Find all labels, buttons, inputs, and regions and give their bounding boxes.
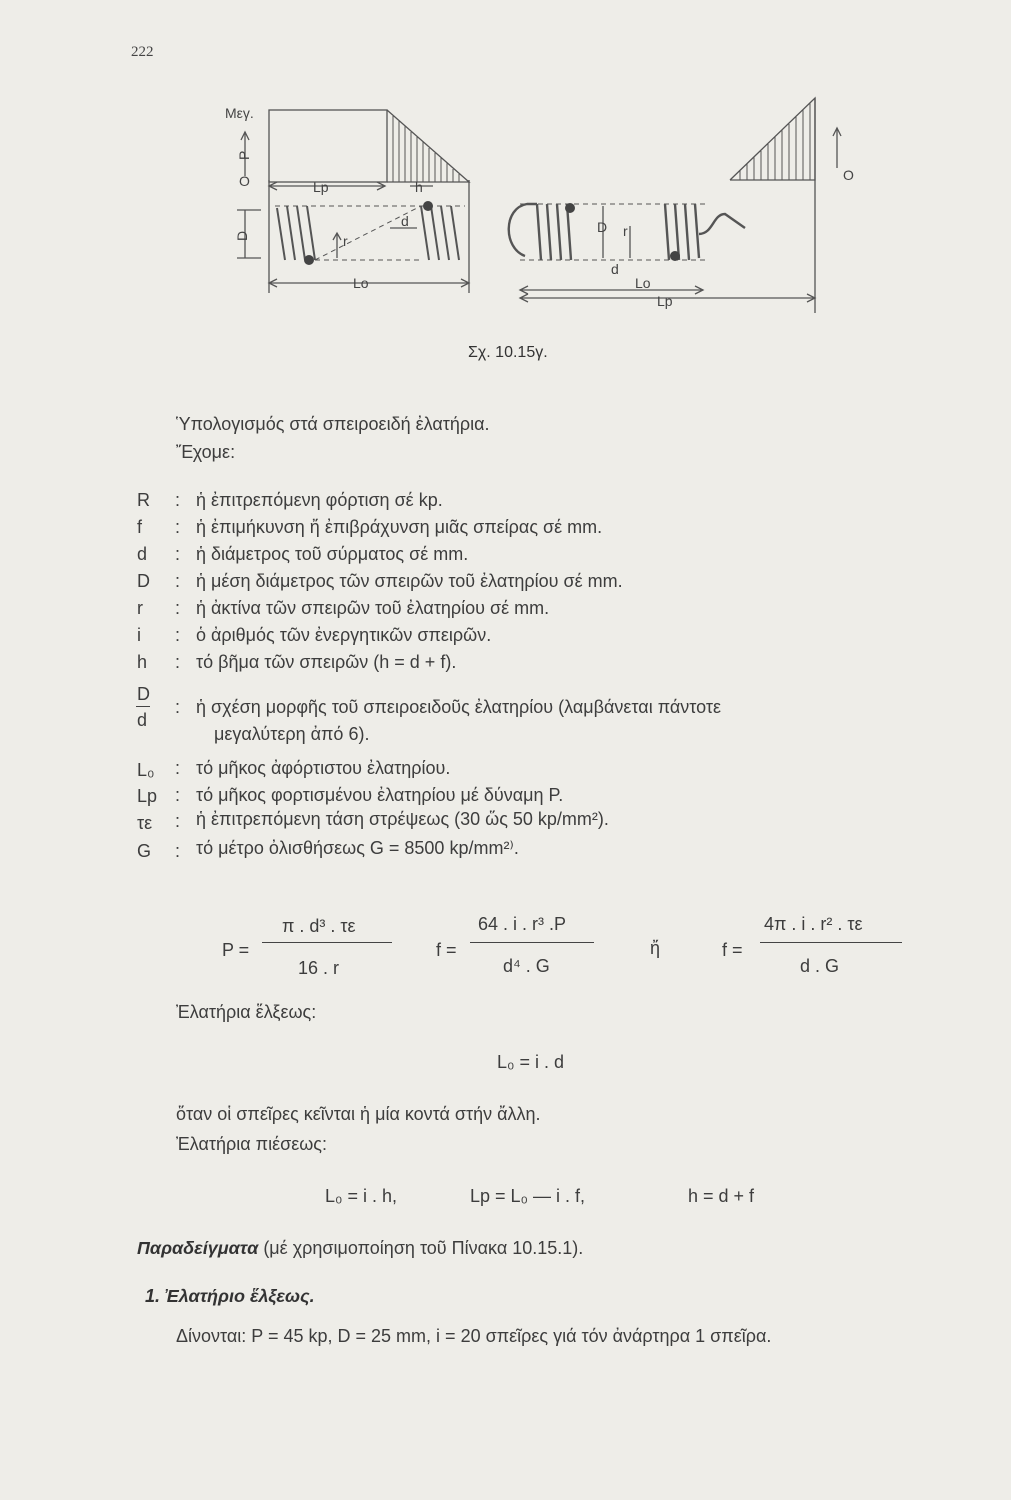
hatch-left bbox=[393, 116, 459, 182]
formula-p-num: π . d³ . τε bbox=[282, 916, 356, 936]
def-symbol: r bbox=[137, 598, 143, 618]
def-colon: : bbox=[175, 517, 181, 537]
intro-line-1: Ὑπολογισμός στά σπειροειδή ἐλατήρια. bbox=[176, 414, 490, 434]
examples-line bbox=[137, 1238, 583, 1259]
formula-f1-den: d⁴ . G bbox=[503, 956, 550, 976]
ratio-text-1: ἡ σχέση μορφῆς τοῦ σπειροειδοῦς ἐλατηρίου (λαμβάνεται πάντοτε bbox=[196, 697, 722, 717]
coils-left bbox=[275, 206, 465, 260]
def-colon: : bbox=[175, 490, 181, 510]
def-text: ἡ διάμετρος τοῦ σύρματος σέ mm. bbox=[196, 544, 469, 564]
formula-p-line bbox=[262, 942, 392, 943]
def-symbol: Lp bbox=[137, 786, 158, 806]
def-colon: : bbox=[175, 841, 181, 861]
def-text: ἡ ἀκτίνα τῶν σπειρῶν τοῦ ἐλατηρίου σέ mm. bbox=[196, 598, 550, 618]
ratio-num: D bbox=[137, 684, 150, 704]
formula-or: ἤ bbox=[650, 938, 661, 958]
def-text: τό μῆκος ἀφόρτιστου ἐλατηρίου. bbox=[196, 758, 451, 778]
def-text: ἡ ἐπιμήκυνση ἤ ἐπιβράχυνση μιᾶς σπείρας σέ mm. bbox=[196, 517, 603, 537]
fig-label-lo-right: Lo bbox=[635, 275, 651, 291]
ratio-den: d bbox=[137, 710, 148, 730]
force-triangle-right bbox=[730, 98, 815, 180]
fig-label-r: r bbox=[343, 233, 348, 249]
def-colon: : bbox=[175, 785, 181, 805]
def-text: ἡ ἐπιτρεπόμενη τάση στρέψεως (30 ὥς 50 kp/mm²). bbox=[196, 809, 609, 829]
hatch-right bbox=[740, 103, 810, 180]
fig-label-o-right: O bbox=[843, 167, 854, 183]
def-colon: : bbox=[175, 598, 181, 618]
example-1-given: Δίνονται: P = 45 kp, D = 25 mm, i = 20 σπεῖρες γιά τόν ἀνάρτηρα 1 σπεῖρα. bbox=[176, 1326, 772, 1346]
fig-label-lp-right: Lp bbox=[657, 293, 673, 309]
def-symbol: d bbox=[137, 544, 148, 564]
def-colon: : bbox=[175, 697, 181, 717]
fig-label-o: O bbox=[239, 173, 250, 189]
formula-p-lhs: P = bbox=[222, 940, 250, 960]
page-number: 222 bbox=[131, 44, 154, 60]
def-symbol: G bbox=[137, 841, 152, 861]
example-1-title: 1. Ἐλατήριο ἕλξεως. bbox=[145, 1286, 315, 1306]
examples-heading-rest: (μέ χρησιμοποίηση τοῦ Πίνακα 10.15.1). bbox=[263, 1238, 584, 1258]
examples-heading: Παραδείγματα bbox=[137, 1238, 259, 1258]
fig-label-d-right: d bbox=[611, 261, 619, 277]
def-symbol: τε bbox=[137, 813, 153, 833]
formula-f2-den: d . G bbox=[800, 956, 840, 976]
def-colon: : bbox=[175, 625, 181, 645]
def-symbol: D bbox=[137, 571, 150, 591]
compression-formula-1: L₀ = i . h, bbox=[325, 1186, 398, 1206]
def-symbol: i bbox=[137, 625, 141, 645]
fig-label-r-right: r bbox=[623, 223, 628, 239]
formula-f2-line bbox=[760, 942, 902, 943]
def-colon: : bbox=[175, 811, 181, 831]
fig-label-max: Μεγ. bbox=[225, 105, 254, 121]
formula-f2-lhs: f = bbox=[722, 940, 743, 960]
def-colon: : bbox=[175, 571, 181, 591]
force-rectangle bbox=[269, 110, 387, 182]
spring-figure bbox=[225, 88, 865, 328]
def-text: τό βῆμα τῶν σπειρῶν (h = d + f). bbox=[196, 652, 457, 672]
intro-line-2: Ἔχομε: bbox=[176, 442, 236, 462]
tension-note: ὅταν οἱ σπεῖρες κεῖνται ἡ μία κοντά στήν ἄλλη. bbox=[176, 1104, 541, 1124]
fig-label-lo: Lo bbox=[353, 275, 369, 291]
def-text: ἡ μέση διάμετρος τῶν σπειρῶν τοῦ ἐλατηρίου σέ mm. bbox=[196, 571, 623, 591]
tension-formula: L₀ = i . d bbox=[497, 1052, 565, 1072]
fig-label-d: d bbox=[401, 213, 409, 229]
fig-label-h: h bbox=[415, 179, 423, 195]
def-symbol: f bbox=[137, 517, 143, 537]
def-text: τό μῆκος φορτισμένου ἐλατηρίου μέ δύναμη P. bbox=[196, 785, 564, 805]
fig-label-d-upper: D bbox=[234, 230, 250, 241]
ratio-text-2: μεγαλύτερη ἀπό 6). bbox=[214, 724, 370, 744]
fig-label-d-upper-right: D bbox=[597, 219, 608, 235]
formula-p-den: 16 . r bbox=[298, 958, 340, 978]
compression-formula-2: Lp = L₀ — i . f, bbox=[470, 1186, 586, 1206]
fig-label-p: P bbox=[236, 150, 252, 160]
formula-f1-lhs: f = bbox=[436, 940, 457, 960]
def-colon: : bbox=[175, 758, 181, 778]
def-colon: : bbox=[175, 544, 181, 564]
compression-heading: Ἐλατήρια πιέσεως: bbox=[176, 1134, 327, 1154]
def-text: ὁ ἀριθμός τῶν ἐνεργητικῶν σπειρῶν. bbox=[196, 625, 492, 645]
def-symbol: h bbox=[137, 652, 148, 672]
def-text: τό μέτρο ὀλισθήσεως G = 8500 kp/mm²⁾. bbox=[196, 838, 519, 858]
def-symbol: R bbox=[137, 490, 150, 510]
tension-heading: Ἐλατήρια ἕλξεως: bbox=[176, 1002, 317, 1022]
def-symbol: L₀ bbox=[137, 760, 155, 780]
figure-caption: Σχ. 10.15γ. bbox=[468, 344, 548, 361]
compression-formula-3: h = d + f bbox=[688, 1186, 755, 1206]
formula-f2-num: 4π . i . r² . τε bbox=[764, 914, 863, 934]
def-text: ἡ ἐπιτρεπόμενη φόρτιση σέ kp. bbox=[196, 490, 443, 510]
def-colon: : bbox=[175, 652, 181, 672]
formula-f1-num: 64 . i . r³ .P bbox=[478, 914, 567, 934]
formula-f1-line bbox=[470, 942, 594, 943]
ratio-line bbox=[136, 706, 150, 707]
fig-label-lp: Lp bbox=[313, 179, 329, 195]
